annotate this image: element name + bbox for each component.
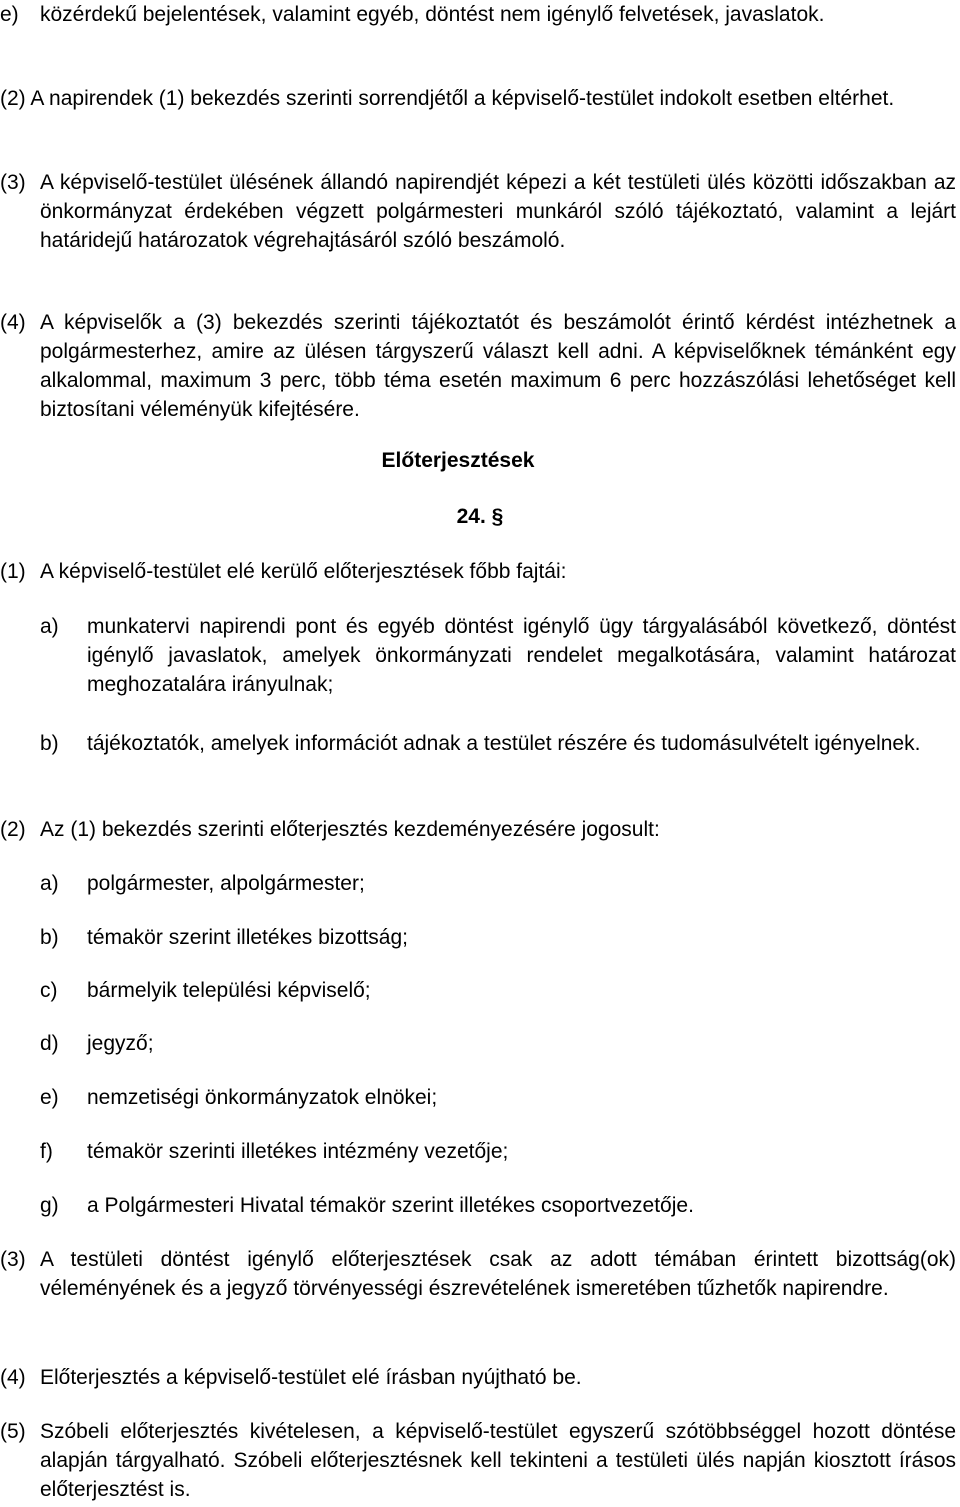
paragraph-text: Szóbeli előterjesztés kivételesen, a képviselő-testület egyszerű szótöbbséggel hozott döntése alapján tárgyalható. Szóbeli előterjesztésnek kell tekinteni a testületi ülés napján kiosztott írásos előterjesztést is. (40, 1420, 956, 1501)
list-item-text: bármelyik települési képviselő; (87, 979, 371, 1002)
paragraph-marker: (4) (0, 311, 26, 334)
list-item-text: közérdekű bejelentések, valamint egyéb, döntést nem igénylő felvetések, javaslatok. (40, 3, 825, 26)
paragraph-text: Előterjesztés a képviselő-testület elé írásban nyújtható be. (40, 1366, 582, 1389)
list-item-text: tájékoztatók, amelyek információt adnak a testület részére és tudomásulvételt igényelnek. (87, 732, 921, 755)
paragraph-marker: (3) (0, 1248, 26, 1271)
list-item-e-prev (0, 0, 956, 29)
list-marker: a) (40, 872, 59, 895)
paragraph-2-body (0, 84, 956, 113)
list-item (0, 1191, 956, 1220)
paragraph-marker: (3) (0, 171, 26, 194)
section-sign: § (491, 505, 504, 528)
list-item (0, 869, 956, 898)
subsection-4 (0, 1363, 956, 1392)
list-marker: e) (0, 3, 19, 26)
list-marker: d) (40, 1032, 59, 1055)
paragraph-text: A testületi döntést igénylő előterjesztések csak az adott témában érintett bizottság(ok) véleményének és a jegyző törvényességi észrevételének ismeretében tűzhetők napirendre. (40, 1248, 956, 1300)
paragraph-marker: (1) (0, 560, 26, 583)
list-item (0, 1029, 956, 1058)
list-item-text: polgármester, alpolgármester; (87, 872, 365, 895)
paragraph-4 (0, 308, 956, 424)
list-item-text: témakör szerinti illetékes intézmény vezetője; (87, 1140, 509, 1163)
paragraph-marker: (5) (0, 1420, 26, 1443)
section-heading: Előterjesztések (381, 449, 535, 472)
paragraph-marker: (2) (0, 87, 26, 110)
subsection-1 (0, 557, 956, 586)
subsection-5 (0, 1417, 956, 1504)
list-item (0, 976, 956, 1005)
section-number-text: 24. (456, 505, 486, 528)
paragraph-text: A képviselők a (3) bekezdés szerinti tájékoztatót és beszámolót érintő kérdést intézhetnek a polgármesterhez, amire az ülésen tárgyszerű választ kell adni. A képviselőknek témánként egy alkalommal, maximum 3 perc, több téma esetén maximum 6 perc hozzászólási lehetőséget kell biztosítani véleményük kifejtésére. (40, 311, 956, 421)
paragraph-text: Az (1) bekezdés szerinti előterjesztés kezdeményezésére jogosult: (40, 818, 660, 841)
list-item-text: nemzetiségi önkormányzatok elnökei; (87, 1086, 438, 1109)
list-marker: b) (40, 732, 59, 755)
list-item (0, 612, 956, 699)
list-marker: e) (40, 1086, 59, 1109)
list-marker: b) (40, 926, 59, 949)
list-item-text: jegyző; (87, 1032, 154, 1055)
list-marker: a) (40, 615, 59, 638)
subsection-2 (0, 815, 956, 844)
list-item (0, 1083, 956, 1112)
subsection-3 (0, 1245, 956, 1303)
list-marker: g) (40, 1194, 59, 1217)
list-item (0, 1137, 956, 1166)
paragraph-text: A napirendek (1) bekezdés szerinti sorrendjétől a képviselő-testület indokolt esetben eltérhet. (30, 87, 895, 110)
list-item-text: munkatervi napirendi pont és egyéb döntést igénylő ügy tárgyalásából következő, döntést igénylő javaslatok, amelyek önkormányzati rendelet megalkotására, valamint határozat meghozatalára irányulnak; (87, 615, 956, 696)
paragraph-text: A képviselő-testület ülésének állandó napirendjét képezi a két testületi ülés közötti időszakban az önkormányzat érdekében végzett polgármesteri munkáról szóló tájékoztató, valamint a lejárt határidejű határozatok végrehajtásáról szóló beszámoló. (40, 171, 956, 252)
paragraph-3 (0, 168, 956, 255)
paragraph-text: A képviselő-testület elé kerülő előterjesztések főbb fajtái: (40, 560, 567, 583)
list-marker: f) (40, 1140, 53, 1163)
paragraph-2 (0, 84, 956, 113)
paragraph-marker: (2) (0, 818, 26, 841)
list-item-text: a Polgármesteri Hivatal témakör szerint illetékes csoportvezetője. (87, 1194, 694, 1217)
list-marker: c) (40, 979, 58, 1002)
list-item (0, 729, 956, 758)
paragraph-marker: (4) (0, 1366, 26, 1389)
section-number (0, 502, 960, 531)
list-item (0, 923, 956, 952)
list-item-text: témakör szerint illetékes bizottság; (87, 926, 408, 949)
